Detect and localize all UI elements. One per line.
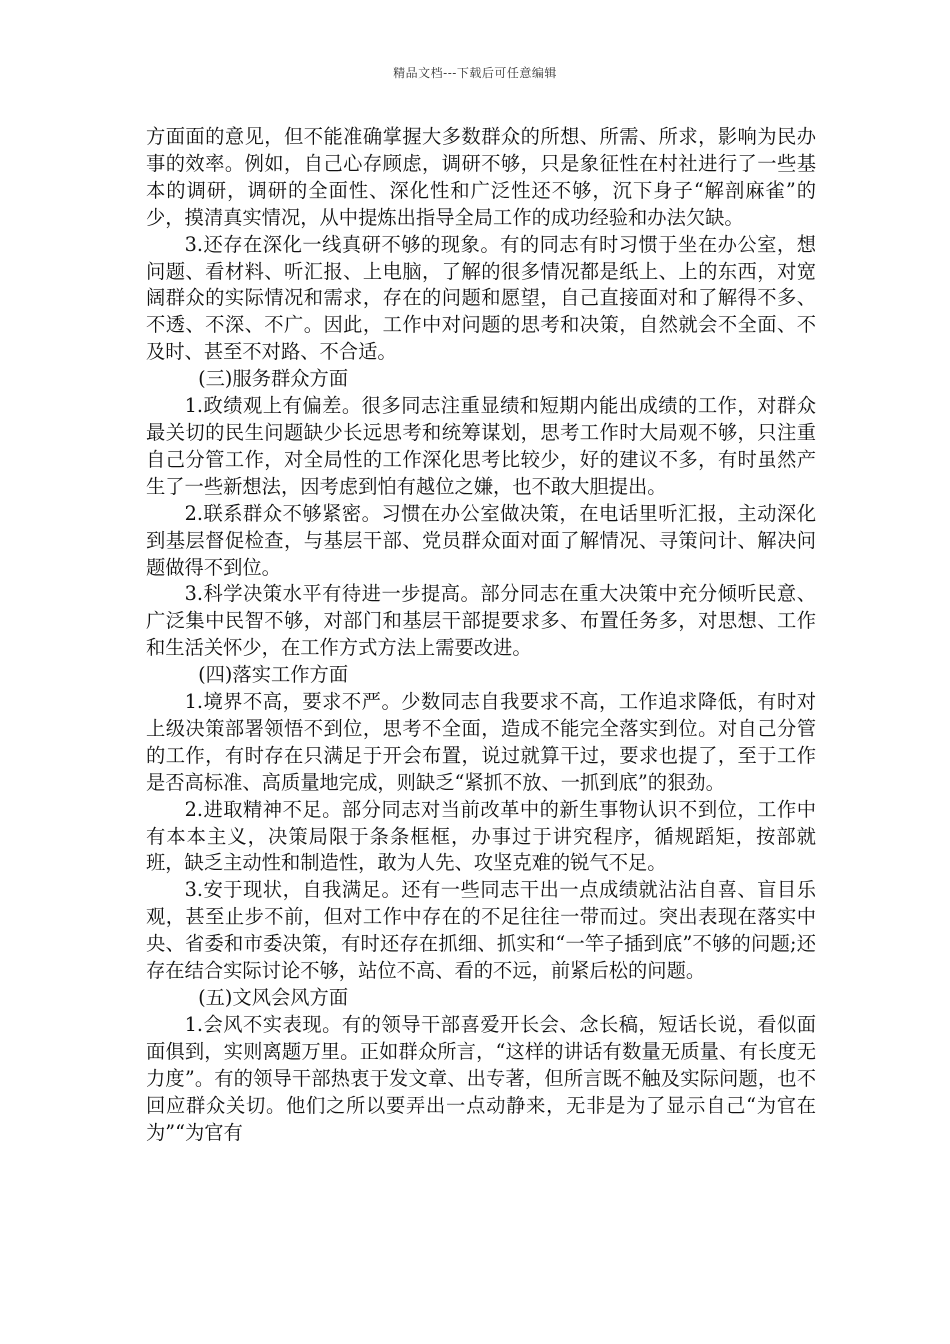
paragraph: 1.会风不实表现。有的领导干部喜爱开长会、念长稿，短话长说，看似面面俱到，实则离题万里。正如群众所言，“这样的讲话有数量无质量、有长度无力度”。有的领导干部热衷于发文章、出专著，但所言既不触及实际问题，也不回应群众关切。他们之所以要弄出一点动静来，无非是为了显示自己“为官在为”“为官有 bbox=[146, 1012, 816, 1144]
section-heading: (四)落实工作方面 bbox=[198, 663, 349, 687]
paragraph: 3.安于现状，自我满足。还有一些同志干出一点成绩就沾沾自喜、盲目乐观，甚至止步不前，但对工作中存在的不足往往一带而过。突出表现在落实中央、省委和市委决策，有时还存在抓细、抓实和“一竿子插到底”不够的问题;还存在结合实际讨论不够，站位不高、看的不远，前紧后松的问题。 bbox=[146, 878, 816, 983]
paragraph: 3.还存在深化一线真研不够的现象。有的同志有时习惯于坐在办公室，想问题、看材料、听汇报、上电脑，了解的很多情况都是纸上、上的东西，对宽阔群众的实际情况和需求，存在的问题和愿望，自己直接面对和了解得不多、不透、不深、不广。因此，工作中对问题的思考和决策，自然就会不全面、不及时、甚至不对路、不合适。 bbox=[146, 232, 816, 364]
paragraph: 1.政绩观上有偏差。很多同志注重显绩和短期内能出成绩的工作，对群众最关切的民生问题缺少长远思考和统筹谋划，思考工作时大局观不够，只注重自己分管工作，对全局性的工作深化思考比较少，好的建议不多，有时虽然产生了一些新想法，因考虑到怕有越位之嫌，也不敢大胆提出。 bbox=[146, 394, 816, 498]
page-header: 精品文档---下载后可任意编辑 bbox=[393, 66, 557, 80]
section-heading: (三)服务群众方面 bbox=[198, 367, 349, 391]
paragraph: 方面面的意见，但不能准确掌握大多数群众的所想、所需、所求，影响为民办事的效率。例如，自己心存顾虑，调研不够，只是象征性在村社进行了一些基本的调研，调研的全面性、深化性和广泛性还不够，沉下身子“解剖麻雀”的少，摸清真实情况，从中提炼出指导全局工作的成功经验和办法欠缺。 bbox=[146, 125, 816, 229]
paragraph: 3.科学决策水平有待进一步提高。部分同志在重大决策中充分倾听民意、广泛集中民智不够，对部门和基层干部提要求多、布置任务多，对思想、工作和生活关怀少，在工作方式方法上需要改进。 bbox=[146, 582, 816, 660]
section-heading: (五)文风会风方面 bbox=[198, 986, 349, 1009]
paragraph: 2.联系群众不够紧密。习惯在办公室做决策，在电话里听汇报，主动深化到基层督促检查，与基层干部、党员群众面对面了解情况、寻策问计、解决问题做得不到位。 bbox=[146, 501, 816, 579]
paragraph: 2.进取精神不足。部分同志对当前改革中的新生事物认识不到位，工作中有本本主义，决策局限于条条框框，办事过于讲究程序，循规蹈矩，按部就班，缺乏主动性和制造性，敢为人先、攻坚克难的锐气不足。 bbox=[146, 797, 816, 875]
document-body bbox=[146, 124, 816, 1146]
paragraph: 1.境界不高，要求不严。少数同志自我要求不高，工作追求降低，有时对上级决策部署领悟不到位，思考不全面，造成不能完全落实到位。对自己分管的工作，有时存在只满足于开会布置，说过就算干过，要求也提了，至于工作是否高标准、高质量地完成，则缺乏“紧抓不放、一抓到底”的狠劲。 bbox=[146, 690, 816, 794]
